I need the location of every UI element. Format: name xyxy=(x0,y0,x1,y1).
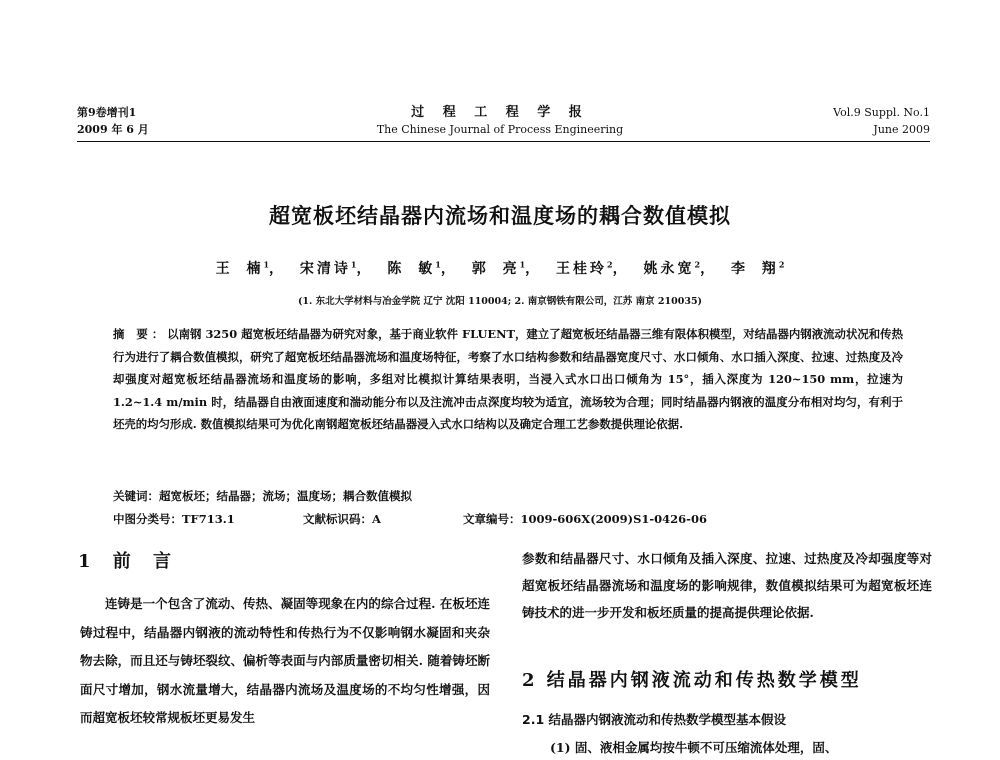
subsection-2-1-heading: 2.1 结晶器内钢液流动和传热数学模型基本假设 xyxy=(522,712,786,727)
author: 宋清诗$^1$ xyxy=(299,259,357,277)
header-rule xyxy=(77,141,930,142)
running-header-left xyxy=(77,104,149,138)
left-column xyxy=(80,590,490,733)
article-number-value: 1009-606X(2009)S1-0426-06 xyxy=(520,512,707,526)
abstract xyxy=(113,323,903,436)
abstract-text: 以南钢 3250 超宽板坯结晶器为研究对象，基于商业软件 FLUENT，建立了超宽板坯结晶器三维有限体积模型，对结晶器内钢液流动状况和传热行为进行了耦合数值模拟，研究了超宽板坯结晶器流场和温度场特征，考察了水口结构参数和结晶器宽度尺寸、水口倾角、水口插入深度、拉速、过热度及冷却强度对超宽板坯结晶器流场和温度场的影响，多组对比模拟计算结果表明，当浸入式水口出口倾角为 15°，插入深度为 120~150 mm，拉速为 1.2~1.4 m/min 时，结晶器自由液面速度和湍动能分布以及注流冲击点深度均较为适宜，流场较为合理；同时结晶器内钢液的温度分布相对均匀，有利于坯壳的均匀形成. 数值模拟结果可为优化南钢超宽板坯结晶器浸入式水口结构以及确定合理工艺参数提供理论依据. xyxy=(113,327,903,431)
clc-value: TF713.1 xyxy=(182,512,235,526)
author: 王 楠$^1$ xyxy=(215,259,270,277)
author: 王桂玲$^2$ xyxy=(556,259,613,277)
journal-name-en: The Chinese Journal of Process Engineering xyxy=(376,123,624,136)
article-number-label: 文章编号： xyxy=(463,512,521,526)
keywords-label: 关键词： xyxy=(113,489,159,503)
doc-code-value: A xyxy=(372,512,381,526)
author-list: 王 楠$^1$， 宋清诗$^1$， 陈 敏$^1$， 郭 亮$^1$， 王桂玲$^2$， 姚永宽$^2$， 李 翔$^2$ xyxy=(215,259,785,277)
clc-label: 中图分类号： xyxy=(113,512,182,526)
author: 姚永宽$^2$ xyxy=(643,259,701,277)
author-affiliation: (1. 东北大学材料与冶金学院 辽宁 沈阳 110004; 2. 南京钢铁有限公司，江苏 南京 210035) xyxy=(297,296,703,307)
author: 郭 亮$^1$ xyxy=(471,259,526,277)
classification-line xyxy=(113,511,903,527)
abstract-label: 摘 要： xyxy=(113,327,168,341)
paper-title: 超宽板坯结晶器内流场和温度场的耦合数值模拟 xyxy=(269,204,731,228)
running-header-right xyxy=(833,104,930,138)
author: 陈 敏$^1$ xyxy=(387,259,441,277)
volume-issue-en: Vol.9 Suppl. No.1 xyxy=(833,106,930,119)
running-header-center xyxy=(300,104,700,138)
section-1-paragraph: 连铸是一个包含了流动、传热、凝固等现象在内的综合过程. 在板坯连铸过程中，结晶器内钢液的流动特性和传热行为不仅影响钢水凝固和夹杂物去除，而且还与铸坯裂纹、偏析等表面与内部质量密切相关. 随着铸坯断面尺寸增加，钢水流量增大，结晶器内流场及温度场的不均匀性增强，因而超宽板坯较常规板坯更易发生 xyxy=(80,596,490,726)
publication-date: 2009 年 6 月 xyxy=(77,123,149,136)
publication-date-en: June 2009 xyxy=(873,123,930,136)
section-1-heading: 1 前 言 xyxy=(78,551,180,572)
section-2-heading: 2 结晶器内钢液流动和传热数学模型 xyxy=(522,670,862,691)
journal-name-cn: 过 程 工 程 学 报 xyxy=(411,105,589,120)
doc-code-label: 文献标识码： xyxy=(303,512,372,526)
right-column-continuation: 参数和结晶器尺寸、水口倾角及插入深度、拉速、过热度及冷却强度等对超宽板坯结晶器流场和温度场的影响规律，数值模拟结果可为超宽板坯连铸技术的进一步开发和板坯质量的提高提供理论依据. xyxy=(522,551,932,620)
volume-issue: 第9卷增刊1 xyxy=(77,106,137,119)
keywords xyxy=(113,488,412,504)
author: 李 翔$^2$ xyxy=(730,259,785,277)
keywords-text: 超宽板坯；结晶器；流场；温度场；耦合数值模拟 xyxy=(159,489,412,503)
subsection-2-1-first-line: (1) 固、液相金属均按牛顿不可压缩流体处理，固、 xyxy=(550,740,838,755)
